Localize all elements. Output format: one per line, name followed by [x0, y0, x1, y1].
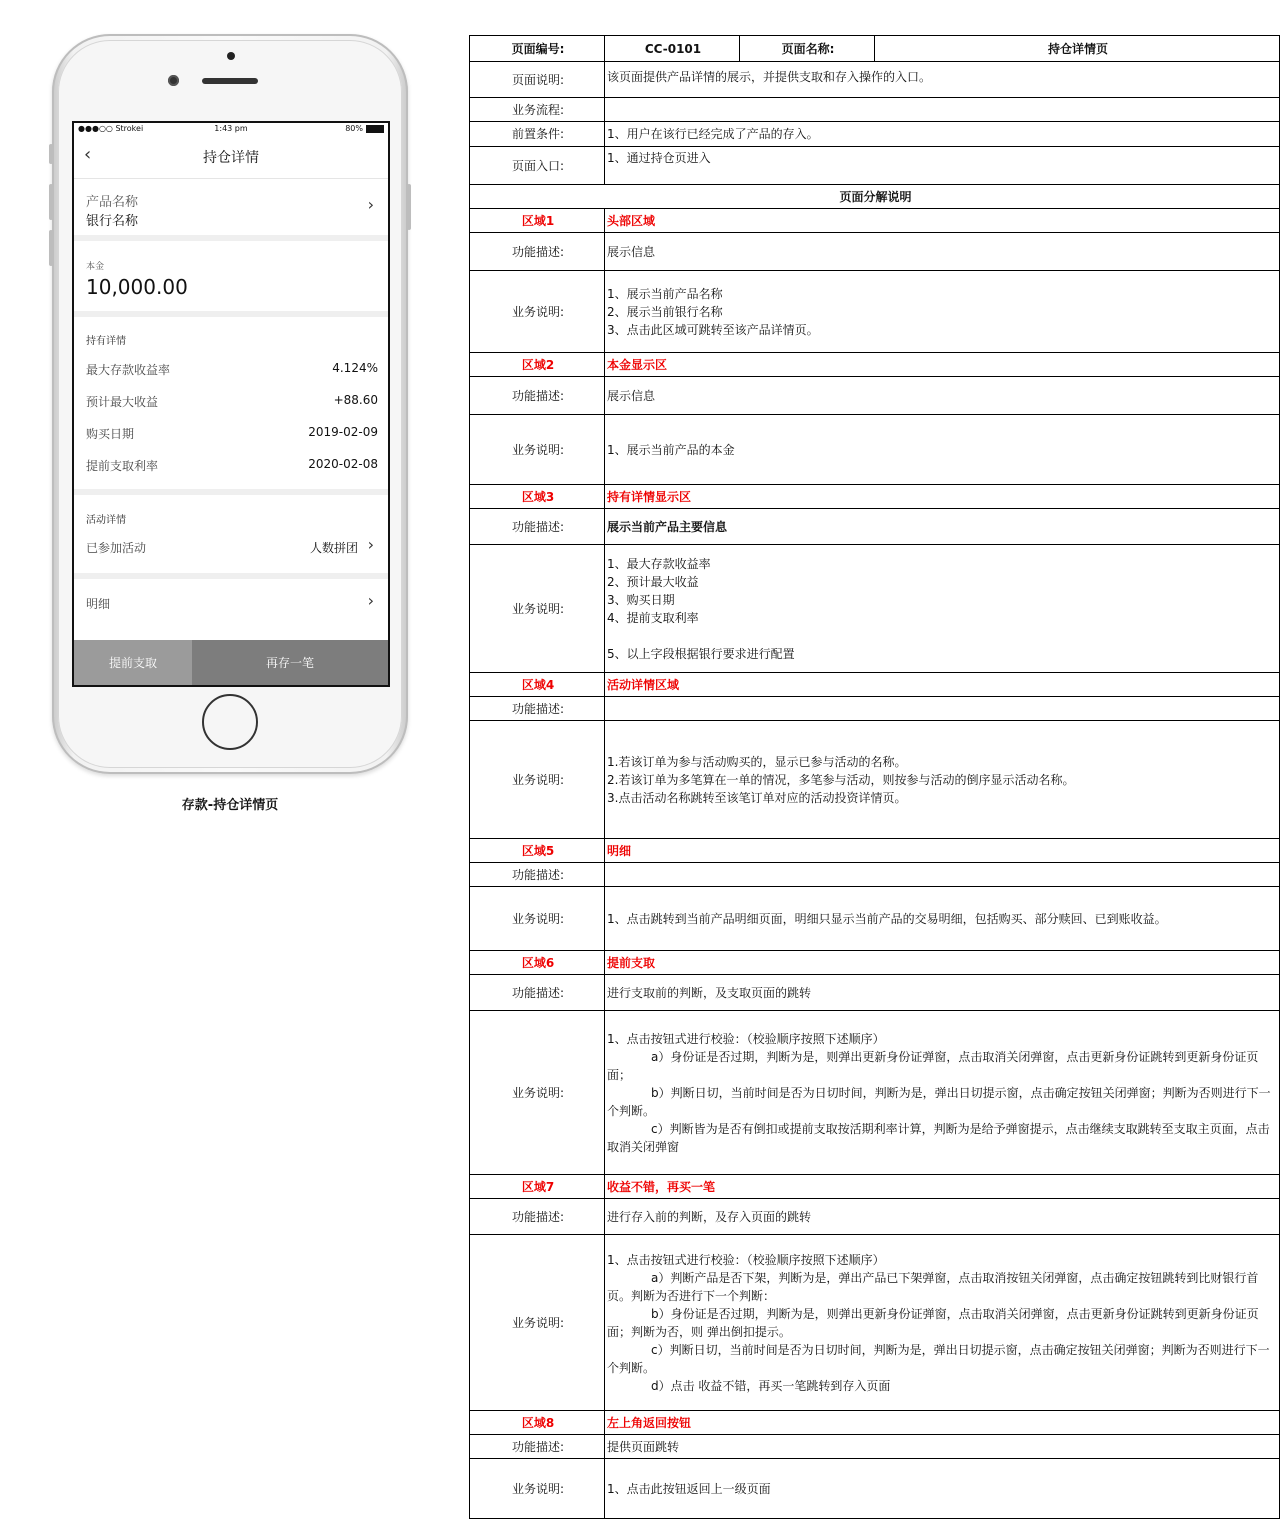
area-header-row — [470, 673, 1280, 697]
biz-line: 1、点击跳转到当前产品明细页面，明细只显示当前产品的交易明细，包括购买、部分赎回、已到账收益。 — [607, 911, 1167, 926]
biz-line: 1.若该订单为参与活动购买的，显示已参与活动的名称。 — [607, 754, 907, 769]
func-row — [470, 697, 1280, 721]
precondition-value: 1、用户在该行已经完成了产品的存入。 — [605, 122, 1280, 147]
bank-name-label: 银行名称 — [86, 214, 139, 229]
func-value — [605, 863, 1280, 887]
spec-row — [470, 62, 1280, 98]
biz-row — [470, 271, 1280, 353]
biz-row — [470, 545, 1280, 673]
func-row — [470, 1435, 1280, 1459]
biz-line: 5、以上字段根据银行要求进行配置 — [607, 646, 795, 661]
product-header[interactable] — [74, 179, 388, 241]
func-row — [470, 863, 1280, 887]
spec-row — [470, 147, 1280, 185]
deposit-again-button[interactable]: 再存一笔 — [192, 640, 388, 685]
chevron-right-icon: › — [367, 591, 374, 610]
func-row — [470, 1199, 1280, 1235]
biz-line: a）判断产品是否下架，判断为是，弹出产品已下架弹窗，点击取消按钮关闭弹窗，点击确定按钮跳转到比财银行首页。判断为否进行下一个判断： — [607, 1270, 1259, 1303]
biz-line: 1、展示当前产品名称 — [607, 286, 723, 301]
area-header-row — [470, 1175, 1280, 1199]
page-no-label: 页面编号: — [470, 36, 605, 62]
biz-label: 业务说明: — [470, 545, 605, 673]
area-name: 提前支取 — [605, 951, 1280, 975]
holding-row — [86, 457, 378, 475]
area-name: 活动详情区域 — [605, 673, 1280, 697]
activity-title: 活动详情 — [86, 515, 126, 526]
area-id: 区域3 — [470, 485, 605, 509]
holding-title: 持有详情 — [86, 336, 126, 347]
area-name: 明细 — [605, 839, 1280, 863]
biz-line: 1、最大存款收益率 — [607, 556, 711, 571]
biz-row — [470, 721, 1280, 839]
biz-value — [605, 1459, 1280, 1519]
holding-row — [86, 361, 378, 379]
biz-value — [605, 721, 1280, 839]
battery-percent: 80% — [345, 124, 363, 133]
biz-line: 1、点击按钮式进行校验：（校验顺序按照下述顺序） — [607, 1031, 885, 1046]
mute-switch — [49, 144, 53, 164]
area-id: 区域7 — [470, 1175, 605, 1199]
biz-label: 业务说明: — [470, 1235, 605, 1411]
product-name-label: 产品名称 — [86, 195, 139, 210]
biz-row — [470, 1235, 1280, 1411]
biz-label: 业务说明: — [470, 415, 605, 485]
principal-label: 本金 — [86, 262, 105, 272]
biz-value — [605, 545, 1280, 673]
holding-row-value: 2019-02-09 — [308, 425, 378, 439]
area-name: 收益不错，再买一笔 — [605, 1175, 1280, 1199]
area-id: 区域5 — [470, 839, 605, 863]
precondition-label: 前置条件: — [470, 122, 605, 147]
biz-line: 3、购买日期 — [607, 592, 675, 607]
biz-value — [605, 1235, 1280, 1411]
status-time: 1:43 pm — [214, 124, 248, 133]
biz-line: d）点击 收益不错，再买一笔跳转到存入页面 — [651, 1378, 891, 1393]
flow-value — [605, 98, 1280, 122]
battery-icon — [366, 125, 384, 133]
biz-value — [605, 271, 1280, 353]
biz-row — [470, 1011, 1280, 1175]
holding-row — [86, 425, 378, 443]
area-name: 持有详情显示区 — [605, 485, 1280, 509]
biz-value — [605, 887, 1280, 951]
earpiece-speaker — [202, 78, 258, 84]
holding-row-value: +88.60 — [333, 393, 378, 407]
entry-label: 页面入口: — [470, 147, 605, 185]
status-bar — [74, 123, 388, 134]
volume-up-button — [49, 184, 53, 220]
func-label: 功能描述: — [470, 509, 605, 545]
func-row — [470, 377, 1280, 415]
nav-title: 持仓详情 — [203, 150, 259, 166]
volume-down-button — [49, 230, 53, 266]
home-button[interactable] — [202, 694, 258, 750]
chevron-right-icon: › — [367, 535, 374, 554]
nav-bar — [74, 134, 388, 179]
func-label: 功能描述: — [470, 377, 605, 415]
biz-label: 业务说明: — [470, 887, 605, 951]
func-value: 展示当前产品主要信息 — [605, 509, 1280, 545]
biz-line: c）判断皆为是否有倒扣或提前支取按活期利率计算，判断为是给予弹窗提示，点击继续支取跳转至支取主页面，点击取消关闭弹窗 — [607, 1121, 1270, 1154]
func-label: 功能描述: — [470, 975, 605, 1011]
power-button — [407, 184, 411, 230]
biz-value — [605, 415, 1280, 485]
area-name: 左上角返回按钮 — [605, 1411, 1280, 1435]
spec-table — [469, 35, 1280, 1519]
detail-label: 明细 — [86, 597, 111, 611]
biz-line: 1、点击按钮式进行校验：（校验顺序按照下述顺序） — [607, 1252, 885, 1267]
biz-row — [470, 1459, 1280, 1519]
page-name-value: 持仓详情页 — [875, 36, 1280, 62]
biz-line — [607, 627, 1279, 645]
func-value: 展示信息 — [605, 377, 1280, 415]
mockup-caption: 存款-持仓详情页 — [181, 798, 279, 813]
biz-line: 1、点击此按钮返回上一级页面 — [607, 1481, 771, 1496]
biz-line: 2、展示当前银行名称 — [607, 304, 723, 319]
biz-value — [605, 1011, 1280, 1175]
holding-row-label: 提前支取利率 — [86, 459, 159, 473]
func-label: 功能描述: — [470, 863, 605, 887]
biz-line: b）判断日切，当前时间是否为日切时间，判断为是，弹出日切提示窗，点击确定按钮关闭弹窗；判断为否则进行下一个判断。 — [607, 1085, 1271, 1118]
desc-label: 页面说明: — [470, 62, 605, 98]
spec-row — [470, 36, 1280, 62]
entry-value: 1、通过持仓页进入 — [605, 147, 1280, 185]
biz-line: 1、展示当前产品的本金 — [607, 442, 735, 457]
func-label: 功能描述: — [470, 1199, 605, 1235]
biz-line: 3、点击此区域可跳转至该产品详情页。 — [607, 322, 819, 337]
holding-row — [86, 393, 378, 411]
biz-line: c）判断日切，当前时间是否为日切时间，判断为是，弹出日切提示窗，点击确定按钮关闭弹窗；判断为否则进行下一个判断。 — [607, 1342, 1270, 1375]
func-value: 展示信息 — [605, 233, 1280, 271]
principal-amount: 10,000.00 — [86, 275, 188, 299]
phone-screen — [72, 121, 390, 687]
func-row — [470, 975, 1280, 1011]
area-header-row — [470, 1411, 1280, 1435]
principal-section — [74, 241, 388, 317]
biz-line: b）身份证是否过期，判断为是，则弹出更新身份证弹窗，点击取消关闭弹窗，点击更新身份证跳转到更新身份证页面；判断为否，则 弹出倒扣提示。 — [607, 1306, 1259, 1339]
area-id: 区域8 — [470, 1411, 605, 1435]
func-value: 进行支取前的判断，及支取页面的跳转 — [605, 975, 1280, 1011]
holding-row-label: 最大存款收益率 — [86, 363, 171, 377]
page-name-label: 页面名称: — [740, 36, 875, 62]
biz-line: 3.点击活动名称跳转至该笔订单对应的活动投资详情页。 — [607, 790, 907, 805]
biz-line: a）身份证是否过期，判断为是，则弹出更新身份证弹窗，点击取消关闭弹窗，点击更新身份证跳转到更新身份证页面； — [607, 1049, 1259, 1082]
spec-row — [470, 185, 1280, 209]
area-id: 区域1 — [470, 209, 605, 233]
area-header-row — [470, 839, 1280, 863]
func-row — [470, 509, 1280, 545]
breakdown-title: 页面分解说明 — [470, 185, 1280, 209]
biz-label: 业务说明: — [470, 271, 605, 353]
desc-value: 该页面提供产品详情的展示，并提供支取和存入操作的入口。 — [605, 62, 1280, 98]
func-label: 功能描述: — [470, 1435, 605, 1459]
func-row — [470, 233, 1280, 271]
biz-line: 2、预计最大收益 — [607, 574, 699, 589]
biz-label: 业务说明: — [470, 721, 605, 839]
activity-label: 已参加活动 — [86, 541, 147, 555]
func-value: 提供页面跳转 — [605, 1435, 1280, 1459]
bottom-action-bar — [74, 640, 388, 685]
holding-row-label: 购买日期 — [86, 427, 135, 441]
activity-name[interactable]: 人数拼团 — [309, 541, 358, 555]
biz-label: 业务说明: — [470, 1011, 605, 1175]
func-label: 功能描述: — [470, 697, 605, 721]
withdraw-early-button[interactable]: 提前支取 — [74, 640, 192, 685]
biz-label: 业务说明: — [470, 1459, 605, 1519]
func-value — [605, 697, 1280, 721]
holding-row-value: 4.124% — [332, 361, 378, 375]
battery-indicator — [345, 123, 384, 134]
func-value: 进行存入前的判断，及存入页面的跳转 — [605, 1199, 1280, 1235]
detail-row[interactable] — [74, 579, 388, 625]
area-name: 头部区域 — [605, 209, 1280, 233]
area-id: 区域2 — [470, 353, 605, 377]
area-header-row — [470, 209, 1280, 233]
holding-row-value: 2020-02-08 — [308, 457, 378, 471]
sensor-dot — [227, 52, 235, 60]
back-arrow-icon[interactable]: ‹ — [84, 144, 92, 165]
biz-line: 2.若该订单为多笔算在一单的情况，多笔参与活动，则按参与活动的倒序显示活动名称。 — [607, 772, 1075, 787]
biz-row — [470, 887, 1280, 951]
holding-section — [74, 317, 388, 495]
carrier-text: ●●●○○ Strokei — [78, 124, 144, 133]
area-header-row — [470, 353, 1280, 377]
front-camera — [168, 75, 179, 86]
activity-section[interactable] — [74, 495, 388, 579]
area-id: 区域6 — [470, 951, 605, 975]
biz-row — [470, 415, 1280, 485]
phone-mockup — [52, 34, 408, 774]
biz-line: 4、提前支取利率 — [607, 610, 699, 625]
page-no-value: CC-0101 — [605, 36, 740, 62]
area-header-row — [470, 951, 1280, 975]
func-label: 功能描述: — [470, 233, 605, 271]
chevron-right-icon: › — [367, 195, 374, 214]
area-header-row — [470, 485, 1280, 509]
spec-row — [470, 122, 1280, 147]
holding-row-label: 预计最大收益 — [86, 395, 159, 409]
area-name: 本金显示区 — [605, 353, 1280, 377]
area-id: 区域4 — [470, 673, 605, 697]
spec-row — [470, 98, 1280, 122]
flow-label: 业务流程: — [470, 98, 605, 122]
